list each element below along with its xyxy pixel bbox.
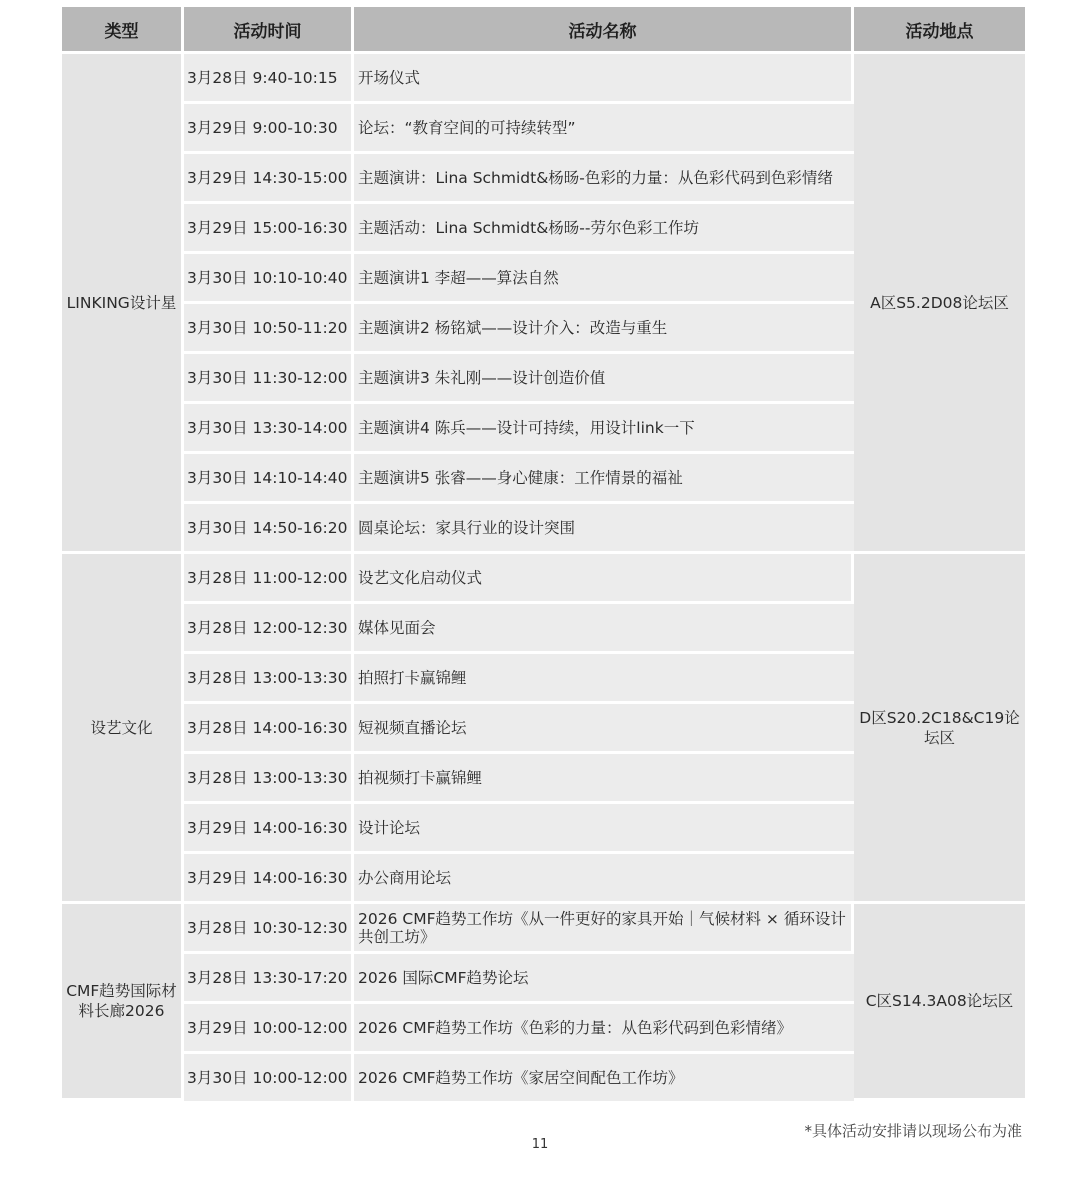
activity-name: 主题活动：Lina Schmidt&杨旸--劳尔色彩工作坊 [354, 204, 854, 254]
page-number: 11 [531, 1137, 549, 1152]
activity-name: 设艺文化启动仪式 [354, 554, 854, 604]
activity-name: 主题演讲2 杨铭斌——设计介入：改造与重生 [354, 304, 854, 354]
activity-type: LINKING设计星 [62, 54, 184, 554]
activity-name: 圆桌论坛：家具行业的设计突围 [354, 504, 854, 554]
table-row [62, 554, 1025, 604]
header-type: 类型 [62, 7, 184, 54]
activity-location: D区S20.2C18&C19论坛区 [854, 554, 1025, 904]
activity-time: 3月28日 13:00-13:30 [184, 754, 354, 804]
activity-time: 3月28日 11:00-12:00 [184, 554, 354, 604]
activity-time: 3月28日 14:00-16:30 [184, 704, 354, 754]
activity-name: 主题演讲1 李超——算法自然 [354, 254, 854, 304]
activity-name: 主题演讲3 朱礼刚——设计创造价值 [354, 354, 854, 404]
activity-time: 3月30日 11:30-12:00 [184, 354, 354, 404]
activity-name: 设计论坛 [354, 804, 854, 854]
activity-time: 3月28日 9:40-10:15 [184, 54, 354, 104]
activity-time: 3月30日 14:10-14:40 [184, 454, 354, 504]
activity-time: 3月28日 10:30-12:30 [184, 904, 354, 954]
activity-name: 开场仪式 [354, 54, 854, 104]
header-location: 活动地点 [854, 7, 1025, 54]
activity-time: 3月29日 10:00-12:00 [184, 1004, 354, 1054]
activity-type: 设艺文化 [62, 554, 184, 904]
activity-name: 2026 CMF趋势工作坊《家居空间配色工作坊》 [354, 1054, 854, 1101]
activity-name: 拍视频打卡赢锦鲤 [354, 754, 854, 804]
activity-time: 3月30日 14:50-16:20 [184, 504, 354, 554]
activity-type: CMF趋势国际材料长廊2026 [62, 904, 184, 1101]
activity-time: 3月30日 10:10-10:40 [184, 254, 354, 304]
schedule-table [62, 7, 1025, 1101]
activity-location: A区S5.2D08论坛区 [854, 54, 1025, 554]
activity-time: 3月28日 12:00-12:30 [184, 604, 354, 654]
activity-time: 3月29日 15:00-16:30 [184, 204, 354, 254]
activity-name: 2026 国际CMF趋势论坛 [354, 954, 854, 1004]
activity-name: 办公商用论坛 [354, 854, 854, 904]
activity-time: 3月30日 13:30-14:00 [184, 404, 354, 454]
footnote: *具体活动安排请以现场公布为准 [804, 1122, 1022, 1140]
header-name: 活动名称 [354, 7, 854, 54]
activity-name: 2026 CMF趋势工作坊《色彩的力量：从色彩代码到色彩情绪》 [354, 1004, 854, 1054]
activity-time: 3月29日 14:30-15:00 [184, 154, 354, 204]
activity-name: 媒体见面会 [354, 604, 854, 654]
activity-name: 主题演讲4 陈兵——设计可持续，用设计link一下 [354, 404, 854, 454]
header-time: 活动时间 [184, 7, 354, 54]
activity-location: C区S14.3A08论坛区 [854, 904, 1025, 1101]
table-row [62, 904, 1025, 954]
activity-time: 3月28日 13:00-13:30 [184, 654, 354, 704]
activity-time: 3月29日 9:00-10:30 [184, 104, 354, 154]
table-row [62, 54, 1025, 104]
activity-time: 3月30日 10:50-11:20 [184, 304, 354, 354]
activity-name: 2026 CMF趋势工作坊《从一件更好的家具开始｜气候材料 × 循环设计共创工坊》 [354, 904, 854, 954]
activity-time: 3月28日 13:30-17:20 [184, 954, 354, 1004]
activity-name: 主题演讲5 张睿——身心健康：工作情景的福祉 [354, 454, 854, 504]
activity-time: 3月29日 14:00-16:30 [184, 804, 354, 854]
activity-name: 短视频直播论坛 [354, 704, 854, 754]
activity-time: 3月29日 14:00-16:30 [184, 854, 354, 904]
header-row [62, 7, 1025, 54]
activity-name: 论坛：“教育空间的可持续转型” [354, 104, 854, 154]
activity-time: 3月30日 10:00-12:00 [184, 1054, 354, 1101]
schedule-body [62, 54, 1025, 1101]
activity-name: 主题演讲：Lina Schmidt&杨旸-色彩的力量：从色彩代码到色彩情绪 [354, 154, 854, 204]
activity-name: 拍照打卡赢锦鲤 [354, 654, 854, 704]
